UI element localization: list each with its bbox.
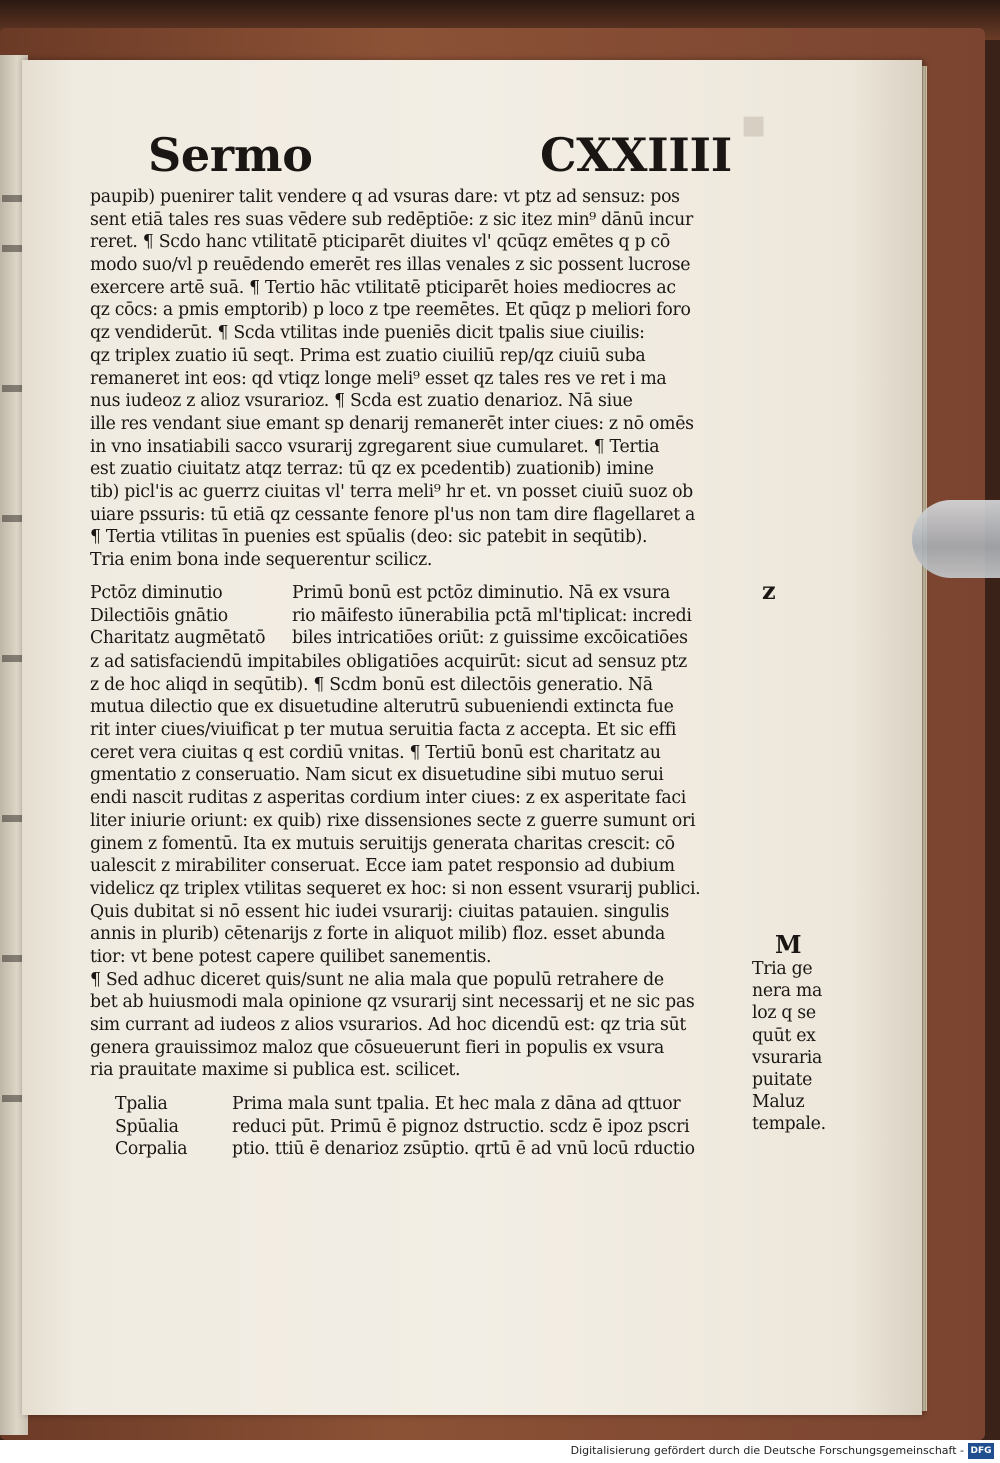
marginal-note-line: tempale. [752,1114,826,1135]
funding-credit: Digitalisierung gefördert durch die Deutsche Forschungsgemeinschaft - [570,1444,964,1457]
text-line: biles intricatiōes oriūt: z guissime excōicatiōes [292,628,688,649]
lower-right-text-column [232,1093,695,1161]
text-line: Primū bonū est pctōz diminutio. Nā ex vsura [292,583,670,603]
text-line: ille res vendant siue emant sp denarij remanerēt inter ciues: z nō omēs [90,413,694,434]
facing-page-text-fragment [2,655,22,662]
text-line: ¶ Tertia vtilitas īn puenies est spūalis (deo: sic patebit in seqūtib). [90,527,648,548]
right-text-column [292,582,692,650]
show-through-heading: ▪ [740,100,768,147]
text-line: tib) picl'is ac guerrz ciuitas vl' terra meli⁹ hr et. vn posset ciuiū suoz ob [90,481,693,502]
lower-text-block [90,651,700,1082]
dfg-logo: DFG [968,1443,994,1459]
text-line: rio māifesto iūnerabilia pctā ml'tiplicat: incredi [292,605,692,626]
text-line: rit inter ciues/viuificat p ter mutua seruitia facta z accepta. Et sic effi [90,720,677,741]
text-line: remaneret int eos: qd vtiqz longe meli⁹ esset qz tales res ve ret i ma [90,368,667,389]
facing-page-text-fragment [2,1095,22,1102]
text-line: ria prauitate maxime si publica est. scilicet. [90,1060,461,1081]
text-line: sim currant ad iudeos z alios vsurarios. Ad hoc dicendū est: qz tria sūt [90,1015,687,1035]
text-line: qz triplex zuatio iū seqt. Prima est zuatio ciuiliū rep/qz ciuiū suba [90,345,646,366]
marginal-note-line: quūt ex [752,1025,816,1046]
text-line: videlicz qz triplex vtilitas sequeret ex hoc: si non essent vsurarij publici. [90,878,701,899]
text-line: paupib) puenirer talit vendere q ad vsuras dare: vt ptz ad sensuz: pos [90,187,680,207]
facing-page-text-fragment [2,955,22,962]
footer-bar [0,1440,1000,1463]
marginal-note-line: Maluz [752,1092,805,1113]
text-line: reret. ¶ Scdo hanc vtilitatē pticiparēt diuites vl' qcūqz emētes q p cō [90,232,670,253]
facing-page-text-fragment [2,815,22,822]
lower-left-label-column [115,1093,187,1161]
text-line: nus iudeoz z alioz vsurarioz. ¶ Scda est zuatio denarioz. Nā siue [90,391,633,412]
text-line: exercere artē suā. ¶ Tertio hāc vtilitatē pticiparēt hoies mediocres ac [90,277,676,298]
text-line: annis in plurib) cētenarijs z forte in aliquot milib) floz. esset abunda [90,924,665,945]
text-line: uiare pssuris: tū etiā qz cessante fenore pl'us non tam dire flagellaret a [90,504,696,525]
facing-page-text-fragment [2,195,22,202]
text-line: modo suo/vl p reuēdendo emerēt res illas venales z sic possent lucrose [90,255,691,276]
text-line: ¶ Sed adhuc diceret quis/sunt ne alia mala que populū retrahere de [90,969,664,990]
left-label-column [90,582,265,650]
text-line: mutua dilectio que ex disuetudine alterutrū subueniendi extincta fue [90,697,674,718]
text-line: ptio. ttiū ē denarioz zsūptio. qrtū ē ad vnū locū rductio [232,1139,695,1160]
text-line: endi nascit ruditas z asperitas cordium inter ciues: z ex asperitate faci [90,788,686,809]
marginal-note-line: Tria ge [752,959,813,979]
text-line: sent etiā tales res suas vēdere sub redēptiōe: z sic itez min⁹ dānū incur [90,209,693,230]
page-heading-left: Sermo [148,128,313,182]
facing-page-text-fragment [2,515,22,522]
text-line: z ad satisfaciendū impitabiles obligatiōes acquirūt: sicut ad sensuz ptz [90,652,687,672]
side-label: Tpalia [115,1094,168,1114]
text-line: genera grauissimoz maloz que cōsueuerunt fieri in populis ex vsura [90,1037,665,1058]
side-label: Charitatz augmētatō [90,628,266,649]
text-line: reduci pūt. Primū ē pignoz dstructio. scdz ē ipoz pscri [232,1116,690,1137]
text-line: ualescit z mirabiliter conseruat. Ecce iam patet responsio ad dubium [90,856,675,877]
text-line: tior: vt bene potest capere quilibet sanementis. [90,946,492,967]
text-line: gmentatio z conseruatio. Nam sicut ex disuetudine sibi mutuo serui [90,765,664,786]
marginal-note-line: nera ma [752,981,823,1002]
side-label: Dilectiōis gnātio [90,605,228,626]
text-line: Quis dubitat si nō essent hic iudei vsurarij: ciuitas patauien. singulis [90,901,670,922]
text-line: z de hoc aliqd in seqūtib). ¶ Scdm bonū est dilectōis generatio. Nā [90,674,653,695]
text-line: est zuatio ciuitatz atqz terraz: tū qz ex pcedentib) zuationib) imine [90,459,654,480]
text-line: liter iniurie oriunt: ex quib) rixe dissensiones secte z guerre sumunt ori [90,810,696,831]
text-line: qz vendiderūt. ¶ Scda vtilitas inde pueniēs dicit tpalis siue ciuilis: [90,323,645,344]
marginal-notes [752,958,826,1136]
text-line: in vno insatiabili sacco vsurarij zgregarent siue cumularet. ¶ Tertia [90,436,660,457]
text-line: ginem z fomentū. Ita ex mutuis seruitijs generata charitas crescit: cō [90,833,675,854]
marginal-note-line: puitate [752,1069,813,1090]
page-heading-right: CXXIIII [540,128,732,182]
page-clip [912,500,1000,578]
text-line: qz cōcs: a pmis emptorib) p loco z tpe reemētes. Et qūqz p meliori foro [90,300,691,321]
marginal-note-line: loz q se [752,1003,816,1024]
text-line: bet ab huiusmodi mala opinione qz vsurarij sint necessarij et ne sic pas [90,992,695,1013]
body-text-block [90,186,695,572]
marginal-note-line: vsuraria [752,1047,823,1068]
side-label: Spūalia [115,1116,179,1137]
facing-page-text-fragment [2,245,22,252]
text-line: Tria enim bona inde sequerentur scilicz. [90,550,433,570]
text-line: Prima mala sunt tpalia. Et hec mala z dāna ad qttuor [232,1094,681,1114]
marginal-z-mark: z [762,576,776,605]
marginal-m-letter: M [775,930,802,959]
side-label: Corpalia [115,1139,188,1160]
text-line: ceret vera ciuitas q est cordiū vnitas. ¶ Tertiū bonū est charitatz au [90,742,661,763]
facing-page-text-fragment [2,385,22,392]
side-label: Pctōz diminutio [90,583,223,603]
